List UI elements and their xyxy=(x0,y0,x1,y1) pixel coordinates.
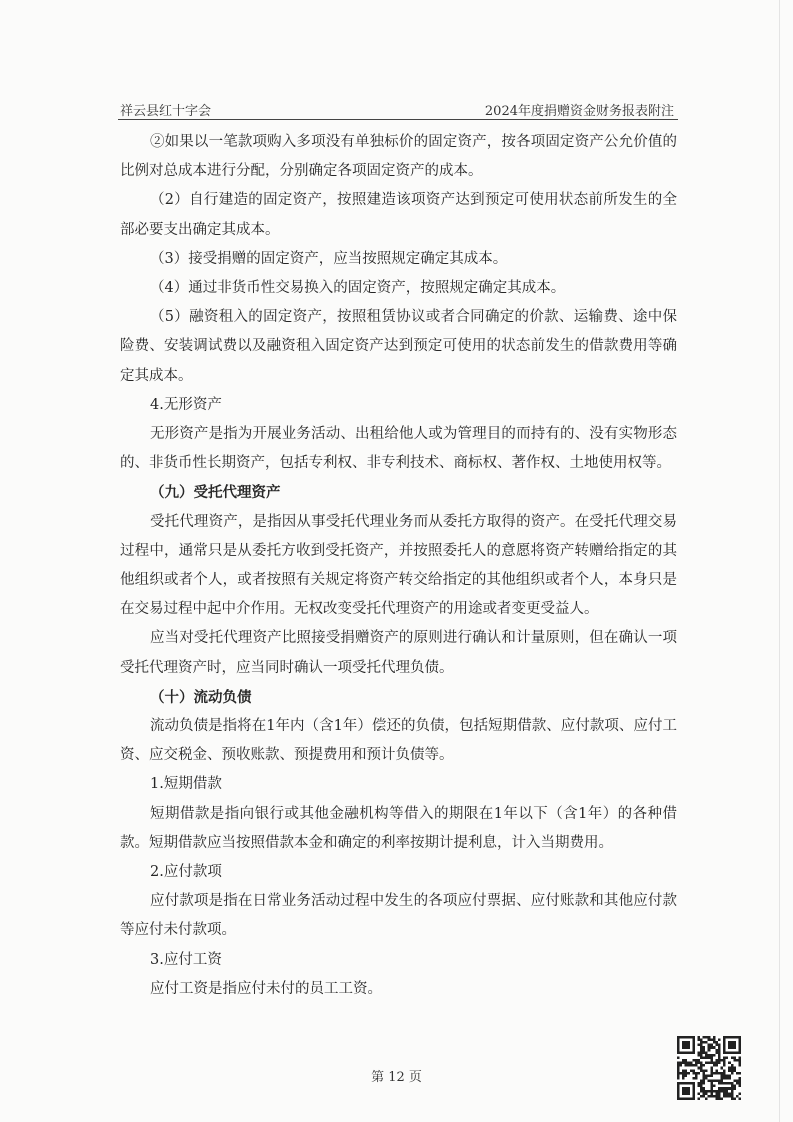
body-paragraph: 无形资产是指为开展业务活动、出租给他人或为管理目的而持有的、没有实物形态的、非货币性长期资产，包括专利权、非专利技术、商标权、著作权、土地使用权等。 xyxy=(120,426,677,472)
section-heading: （十）流动负债 xyxy=(150,688,252,706)
body-paragraph: 应付款项是指在日常业务活动过程中发生的各项应付票据、应付账款和其他应付款等应付未付款项。 xyxy=(120,893,677,939)
page-number: 第 12 页 xyxy=(371,1070,422,1085)
body-paragraph: 应当对受托代理资产比照接受捐赠资产的原则进行确认和计量原则，但在确认一项受托代理资产时，应当同时确认一项受托代理负债。 xyxy=(120,630,677,676)
body-paragraph: 短期借款是指向银行或其他金融机构等借入的期限在1年以下（含1年）的各种借款。短期借款应当按照借款本金和确定的利率按期计提利息，计入当期费用。 xyxy=(120,805,677,851)
body-paragraph: 3.应付工资 xyxy=(150,951,222,968)
body-paragraph: （5）融资租入的固定资产，按照租赁协议或者合同确定的价款、运输费、途中保险费、安装调试费以及融资租入固定资产达到预定可使用的状态前发生的借款费用等确定其成本。 xyxy=(120,309,677,384)
body-paragraph: 流动负债是指将在1年内（含1年）偿还的负债，包括短期借款、应付款项、应付工资、应交税金、预收账款、预提费用和预计负债等。 xyxy=(120,718,677,764)
body-paragraph: 受托代理资产，是指因从事受托代理业务而从委托方取得的资产。在受托代理交易过程中，通常只是从委托方收到受托资产，并按照委托人的意愿将资产转赠给指定的其他组织或者个人，或者按照有关规定将资产转交给指定的其他组织或者个人，本身只是在交易过程中起中介作用。无权改变受托代理资产的用途或者变更受益人。 xyxy=(120,513,677,618)
body-paragraph: 1.短期借款 xyxy=(150,776,222,793)
body-paragraph: 2.应付款项 xyxy=(150,864,222,881)
body-paragraph: （2）自行建造的固定资产，按照建造该项资产达到预定可使用状态前所发生的全部必要支出确定其成本。 xyxy=(120,192,677,238)
header-report-title: 2024年度捐赠资金财务报表附注 xyxy=(484,104,674,119)
body-paragraph: （4）通过非货币性交易换入的固定资产，按照规定确定其成本。 xyxy=(150,280,566,297)
body-paragraph: 4.无形资产 xyxy=(150,396,222,413)
scan-edge-line xyxy=(779,0,780,1122)
body-paragraph: 应付工资是指应付未付的员工工资。 xyxy=(150,980,382,997)
body-paragraph: （3）接受捐赠的固定资产，应当按照规定确定其成本。 xyxy=(150,250,508,267)
document-body xyxy=(120,128,677,1004)
body-paragraph: ②如果以一笔款项购入多项没有单独标价的固定资产，按各项固定资产公允价值的比例对总成本进行分配，分别确定各项固定资产的成本。 xyxy=(120,134,677,180)
qr-code-icon xyxy=(677,1036,741,1100)
section-heading: （九）受托代理资产 xyxy=(150,484,281,502)
header-divider xyxy=(118,119,678,120)
header-organization: 祥云县红十字会 xyxy=(120,104,212,119)
